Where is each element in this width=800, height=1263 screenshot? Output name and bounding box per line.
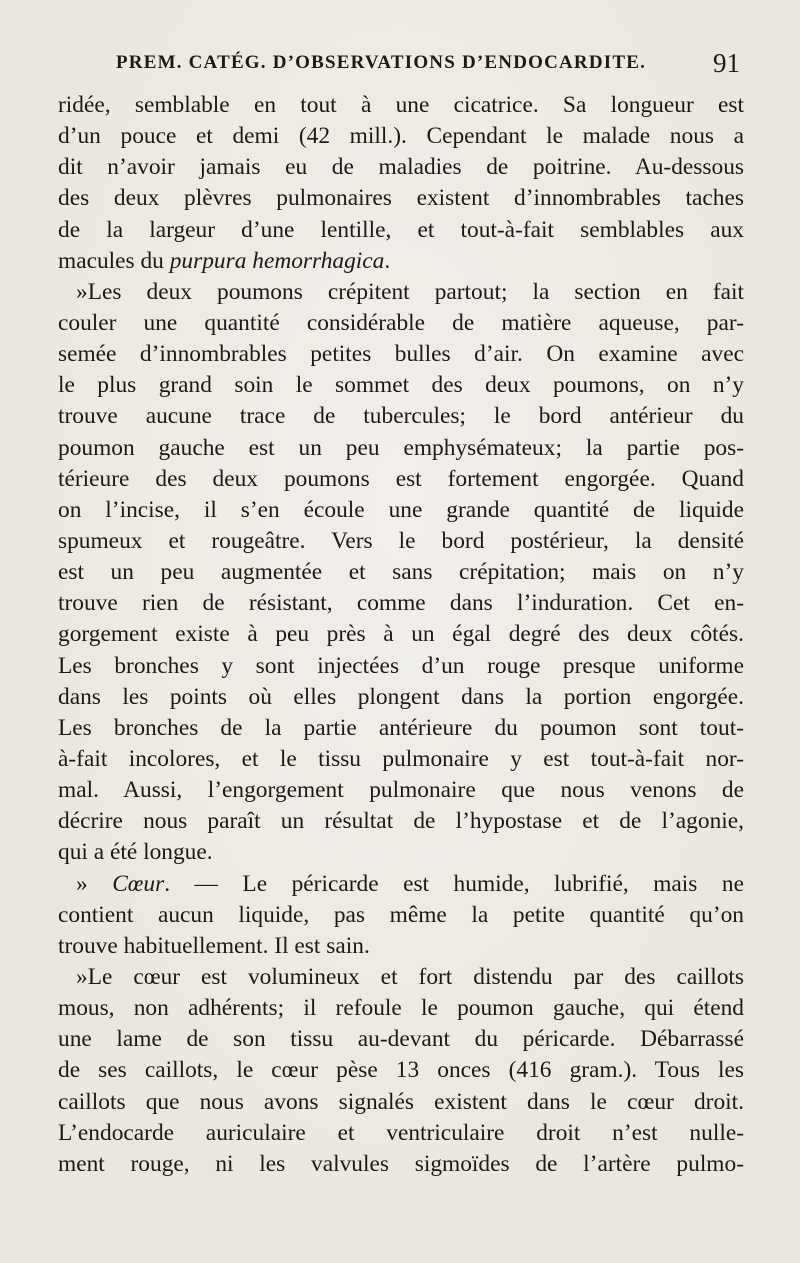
line-text: on l’incise, il s’en écoule une grande quantité de liquide — [58, 496, 744, 523]
text-line — [58, 152, 744, 183]
text-line — [58, 246, 744, 277]
page-header — [58, 48, 742, 88]
line-text: trouve habituellement. Il est sain. — [58, 932, 370, 959]
italic-term: purpura hemorrhagica — [169, 247, 385, 274]
line-text: trouve aucune trace de tubercules; le bord antérieur du — [58, 403, 744, 430]
text-line — [58, 806, 744, 837]
line-text: décrire nous paraît un résultat de l’hypostase et de l’agonie, — [58, 808, 744, 835]
line-text: dans les points où elles plongent dans la portion engorgée. — [58, 683, 744, 710]
text-line — [58, 183, 744, 214]
line-text: trouve rien de résistant, comme dans l’induration. Cet en- — [58, 590, 744, 617]
text-line — [58, 993, 744, 1024]
text-line — [58, 1118, 744, 1149]
line-text: poumon gauche est un peu emphysémateux; la partie pos- — [58, 434, 744, 461]
line-text: » — [76, 870, 113, 897]
text-line — [58, 682, 744, 713]
line-text: . — Le péricarde est humide, lubrifié, mais ne — [164, 870, 744, 897]
line-text: »Le cœur est volumineux et fort distendu par des caillots — [76, 963, 744, 990]
line-text: Les bronches de la partie antérieure du poumon sont tout- — [58, 714, 744, 741]
line-text: . — [384, 247, 391, 274]
text-line — [58, 1024, 744, 1055]
line-text: gorgement existe à peu près à un égal degré des deux côtés. — [58, 621, 744, 648]
body-text — [58, 90, 744, 1180]
line-text: semée d’innombrables petites bulles d’air. On examine avec — [58, 341, 744, 368]
text-line — [58, 869, 744, 900]
text-line — [58, 526, 744, 557]
line-text: ridée, semblable en tout à une cicatrice. Sa longueur est — [58, 92, 744, 118]
line-text: contient aucun liquide, pas même la petite quantité qu’on — [58, 901, 744, 928]
line-text: ment rouge, ni les valvules sigmoïdes de l’artère pulmo- — [58, 1150, 744, 1177]
line-text: de la largeur d’une lentille, et tout-à-fait semblables aux — [58, 216, 744, 243]
text-line — [58, 308, 744, 339]
text-line — [58, 900, 744, 931]
text-line — [58, 1149, 744, 1180]
line-text: L’endocarde auriculaire et ventriculaire droit n’est nulle- — [58, 1119, 744, 1146]
line-text: »Les deux poumons crépitent partout; la section en fait — [76, 278, 744, 305]
line-text: qui a été longue. — [58, 839, 213, 866]
line-text: macules du — [58, 247, 170, 274]
line-text: d’un pouce et demi (42 mill.). Cependant le malade nous a — [58, 123, 744, 150]
page-number: 91 — [713, 48, 740, 78]
text-line — [58, 433, 744, 464]
line-text: de ses caillots, le cœur pèse 13 onces (416 gram.). Tous les — [58, 1057, 744, 1084]
line-text: à-fait incolores, et le tissu pulmonaire y est tout-à-fait nor- — [58, 745, 744, 772]
line-text: mous, non adhérents; il refoule le poumon gauche, qui étend — [58, 995, 744, 1022]
text-line — [58, 651, 744, 682]
text-line — [58, 1087, 744, 1118]
text-line — [58, 277, 744, 308]
text-line — [58, 1055, 744, 1086]
text-line — [58, 215, 744, 246]
text-line — [58, 370, 744, 401]
text-line — [58, 464, 744, 495]
text-line — [58, 90, 744, 121]
line-text: térieure des deux poumons est fortement engorgée. Quand — [58, 465, 744, 492]
text-line — [58, 401, 744, 432]
line-text: Les bronches y sont injectées d’un rouge presque uniforme — [58, 652, 744, 679]
text-line — [58, 931, 744, 962]
line-text: spumeux et rougeâtre. Vers le bord postérieur, la densité — [58, 527, 744, 554]
line-text: des deux plèvres pulmonaires existent d’innombrables taches — [58, 185, 744, 212]
text-line — [58, 619, 744, 650]
text-line — [58, 962, 744, 993]
line-text: est un peu augmentée et sans crépitation; mais on n’y — [58, 559, 744, 586]
text-line — [58, 339, 744, 370]
text-line — [58, 495, 744, 526]
line-text: couler une quantité considérable de matière aqueuse, par- — [58, 309, 744, 336]
line-text: dit n’avoir jamais eu de maladies de poitrine. Au-dessous — [58, 154, 744, 181]
text-line — [58, 121, 744, 152]
text-line — [58, 837, 744, 868]
text-line — [58, 713, 744, 744]
running-head: PREM. CATÉG. D’OBSERVATIONS D’ENDOCARDITE. — [116, 52, 647, 73]
text-line — [58, 744, 744, 775]
text-line — [58, 557, 744, 588]
text-line — [58, 588, 744, 619]
text-line — [58, 775, 744, 806]
line-text: mal. Aussi, l’engorgement pulmonaire que nous venons de — [58, 777, 744, 804]
italic-term: Cœur — [112, 870, 165, 897]
line-text: une lame de son tissu au-devant du péricarde. Débarrassé — [58, 1026, 744, 1053]
line-text: le plus grand soin le sommet des deux poumons, on n’y — [58, 372, 744, 399]
line-text: caillots que nous avons signalés existent dans le cœur droit. — [58, 1088, 744, 1115]
